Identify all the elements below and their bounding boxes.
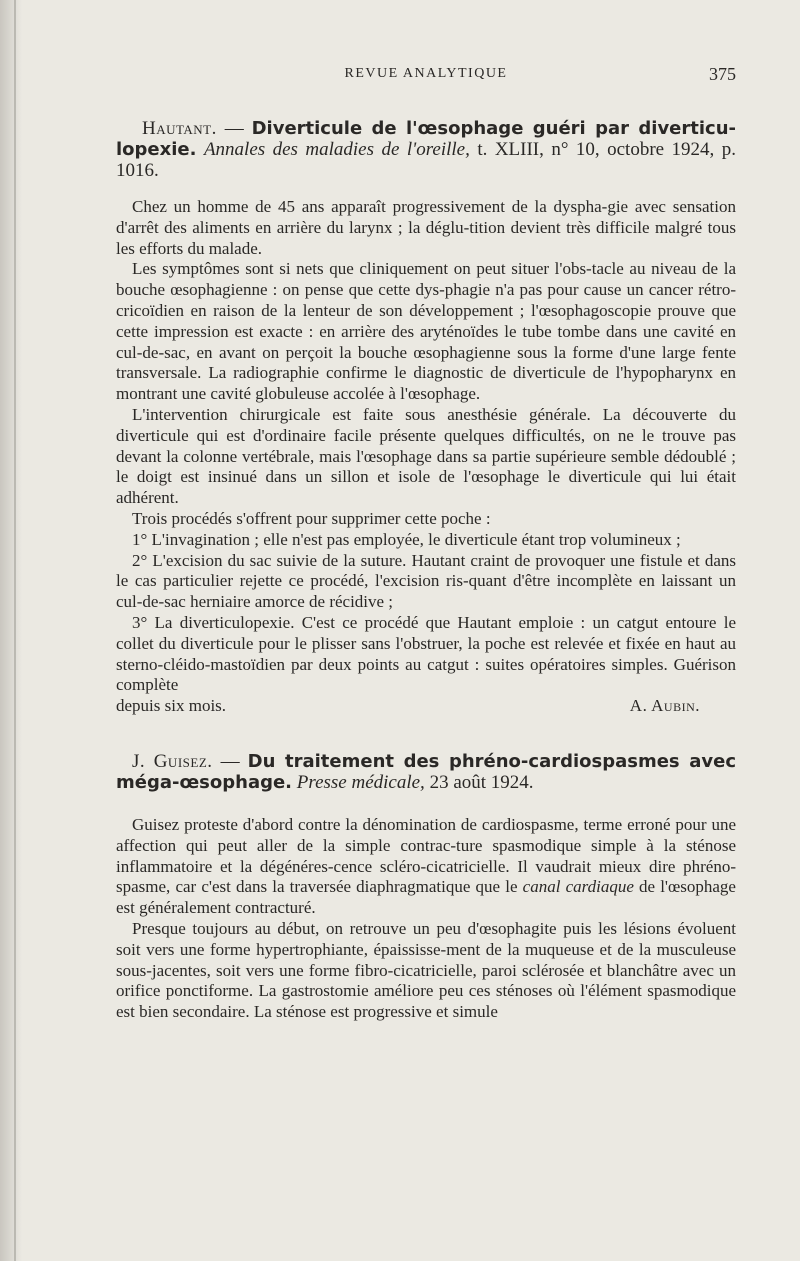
paragraph: Les symptômes sont si nets que cliniquement on peut situer l'obs-tacle au niveau de la bouche œsophagienne : on pense que cette dys-phagie n'a pas pour cause un cancer rétro-cricoïdien en raison de la lenteur de son développement ; l'œsophagoscopie prouve que cette impression est exacte : en arrière des aryténoïdes le tube tombe dans une cavité en cul-de-sac, en avant on perçoit la bouche œsophagienne sous la forme d'une large fente transversale. La radiographie confirme le diagnostic de diverticule de l'hypopharynx en montrant une cavité globuleuse accolée à l'œsophage. bbox=[116, 259, 736, 404]
paragraph-start: Guisez proteste d'abord contre la dénomination de cardiospasme, terme erroné pour une affection qui peut aller de la simple contrac-ture spasmodique simple à la sténose inflammatoire et la dégénéres-cence scléro-cicatricielle. Il vaudrait mieux dire phréno-spasme, car c'est dans la traversée diaphragmatique que le bbox=[116, 814, 736, 897]
journal-name: Annales des maladies de l'oreille, bbox=[203, 139, 470, 160]
heading-dash: — bbox=[216, 118, 252, 139]
paragraph: Chez un homme de 45 ans apparaît progressivement de la dyspha-gie avec sensation d'arrêt des aliments en arrière du larynx ; la déglu-tition devient très difficile malgré tous les efforts du malade. bbox=[116, 197, 736, 258]
article-author: J. Guisez. bbox=[132, 750, 213, 772]
closing-text: depuis six mois. bbox=[116, 696, 227, 716]
running-title: REVUE ANALYTIQUE bbox=[344, 66, 508, 81]
article-author: Hautant. bbox=[142, 118, 217, 139]
article-title: Du traitement des phréno-cardiospasmes avec méga-œsophage. bbox=[116, 750, 736, 793]
paragraph: L'intervention chirurgicale est faite sous anesthésie générale. La découverte du diverticule qui est d'ordinaire facile présente quelques difficultés, on ne le trouve pas devant la colonne vertébrale, mais l'œsophage dans sa partie supérieure semble dédoublé ; le doigt est insinué dans un sillon et isole de l'œsophage le diverticule qui lui était adhérent. bbox=[116, 404, 736, 508]
running-header bbox=[116, 64, 736, 88]
page-number: 375 bbox=[709, 64, 736, 84]
italic-phrase: canal cardiaque bbox=[522, 877, 634, 897]
closing-line bbox=[116, 696, 736, 717]
author-signature: A. Aubin. bbox=[629, 696, 700, 716]
paragraph: Trois procédés s'offrent pour supprimer cette poche : bbox=[132, 508, 491, 528]
journal-name: Presse médicale, bbox=[296, 771, 425, 793]
article-guisez bbox=[116, 751, 736, 1023]
article-hautant bbox=[116, 118, 736, 717]
paragraph: 1° L'invagination ; elle n'est pas employée, le diverticule étant trop volumineux ; bbox=[132, 529, 681, 549]
article-heading bbox=[116, 118, 736, 181]
paragraph-end: de l'œsophage est généralement contracturé. bbox=[116, 877, 736, 918]
heading-dash: — bbox=[212, 750, 248, 772]
article-body bbox=[116, 815, 736, 1023]
page-binding-edge bbox=[0, 0, 22, 1261]
paragraph: Presque toujours au début, on retrouve un peu d'œsophagite puis les lésions évoluent soit vers une forme hypertrophiante, épaississe-ment de la muqueuse et de la musculeuse sous-jacentes, soit vers une forme fibro-cicatricielle, paroi sclérosée et blanchâtre avec un orifice ponctiforme. La gastrostomie améliore peu ces sténoses où l'élément spasmodique est bien secondaire. La sténose est progressive et simule bbox=[116, 918, 736, 1022]
article-heading bbox=[116, 751, 736, 793]
article-body bbox=[116, 197, 736, 717]
page-content bbox=[116, 118, 736, 1023]
paragraph bbox=[116, 815, 736, 919]
citation-details: t. XLIII, n° 10, octobre 1924, p. 1016. bbox=[116, 139, 737, 181]
citation-details: 23 août 1924. bbox=[424, 771, 534, 793]
article-title: Diverticule de l'œsophage guéri par diverticu-lopexie. bbox=[116, 118, 736, 160]
paragraph: 2° L'excision du sac suivie de la suture. Hautant craint de provoquer une fistule et dans le cas particulier rejette ce procédé, l'excision ris-quant d'être incomplète en laissant un cul-de-sac herniaire amorce de récidive ; bbox=[116, 550, 736, 612]
paragraph: 3° La diverticulopexie. C'est ce procédé que Hautant emploie : un catgut entoure le collet du diverticule pour le plisser sans l'obstruer, la poche est relevée et fixée en haut au sterno-cléido-mastoïdien par deux points au catgut : suites opératoires simples. Guérison complète bbox=[116, 612, 736, 695]
